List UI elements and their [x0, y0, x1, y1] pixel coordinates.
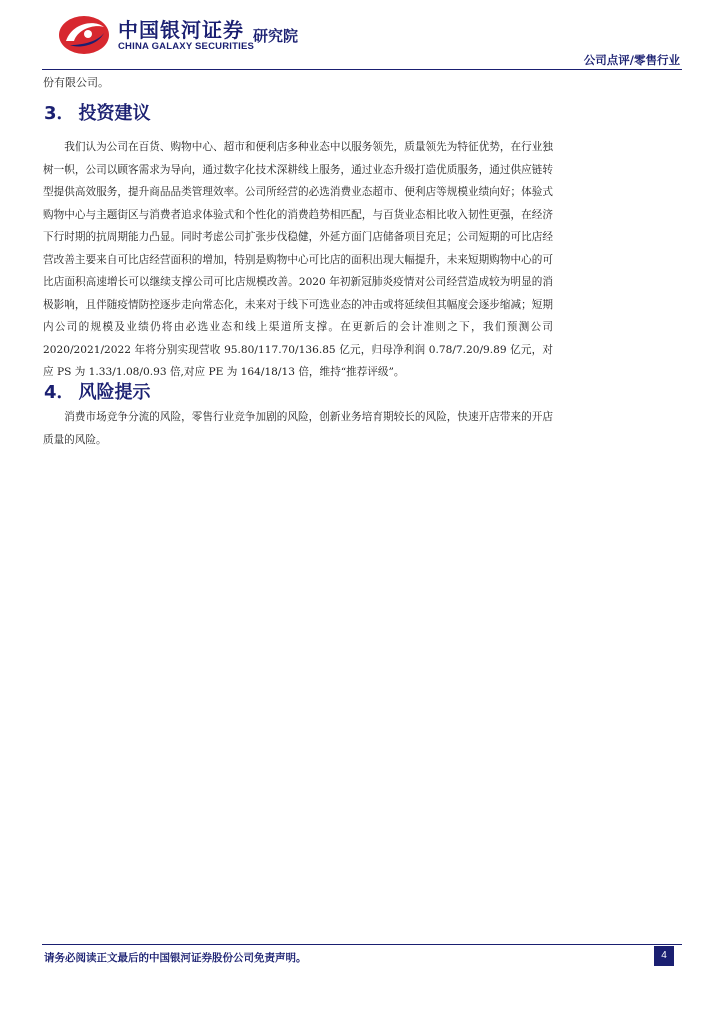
page-number: 4 — [654, 946, 674, 966]
logo-english-name: CHINA GALAXY SECURITIES — [118, 41, 255, 52]
page-header — [0, 0, 724, 72]
section-heading-risk — [44, 378, 151, 404]
logo-chinese-name: 中国银河证券 — [118, 18, 244, 42]
report-category: 公司点评/零售行业 — [583, 53, 680, 67]
footer-disclaimer: 请务必阅读正文最后的中国银河证券股份公司免责声明。 — [44, 952, 307, 964]
galaxy-logo-icon — [58, 15, 110, 55]
section-number: 3． — [44, 103, 75, 124]
section-heading-investment — [44, 99, 151, 125]
investment-paragraph: 我们认为公司在百货、购物中心、超市和便利店多种业态中以服务领先，质量领先为特征优势，在行业独树一帜，公司以顾客需求为导向，通过数字化技术深耕线上服务，通过业态升级打造优质服务，通过供应链转型提供高效服务，提升商品品类管理效率。公司所经营的必选消费业态超市、便利店等规模业绩向好；体验式购物中心与主题街区与消费者追求体验式和个性化的消费趋势相匹配，与百货业态相比收入韧性更强，在经济下行时期的抗周期能力凸显。同时考虑公司扩张步伐稳健，外延方面门店储备项目充足；公司短期的可比店经营改善主要来自可比店经营面积的增加，特别是购物中心可比店的面积出现大幅提升，未来短期购物中心的可比店面积高速增长可以继续支撑公司可比店规模改善。2020 年初新冠肺炎疫情对公司经营造成较为明显的消极影响，且伴随疫情防控逐步走向常态化，未来对于线下可选业态的冲击或将延续但其幅度会逐步缩减；短期内公司的规模及业绩仍将由必选业态和线上渠道所支撑。在更新后的会计准则之下，我们预测公司 2020/2021/2022 年将分别实现营收 95.80/117.70/136.85 亿元，归母净利润 0.78/7.20/9.89 亿元，对应 PS 为 1.33/1.08/0.93 倍,对应 PE 为 164/18/13 倍，维持“推荐评级”。 — [43, 141, 553, 378]
risk-paragraph: 消费市场竞争分流的风险，零售行业竞争加剧的风险，创新业务培育期较长的风险，快速开店带来的开店质量的风险。 — [43, 411, 553, 446]
header-divider — [42, 69, 682, 70]
institute-label: 研究院 — [253, 27, 299, 45]
carry-over-text: 份有限公司。 — [43, 76, 109, 89]
section-title: 投资建议 — [78, 103, 151, 124]
section-title: 风险提示 — [78, 382, 151, 403]
footer-divider — [42, 944, 682, 945]
section-number: 4． — [44, 382, 75, 403]
